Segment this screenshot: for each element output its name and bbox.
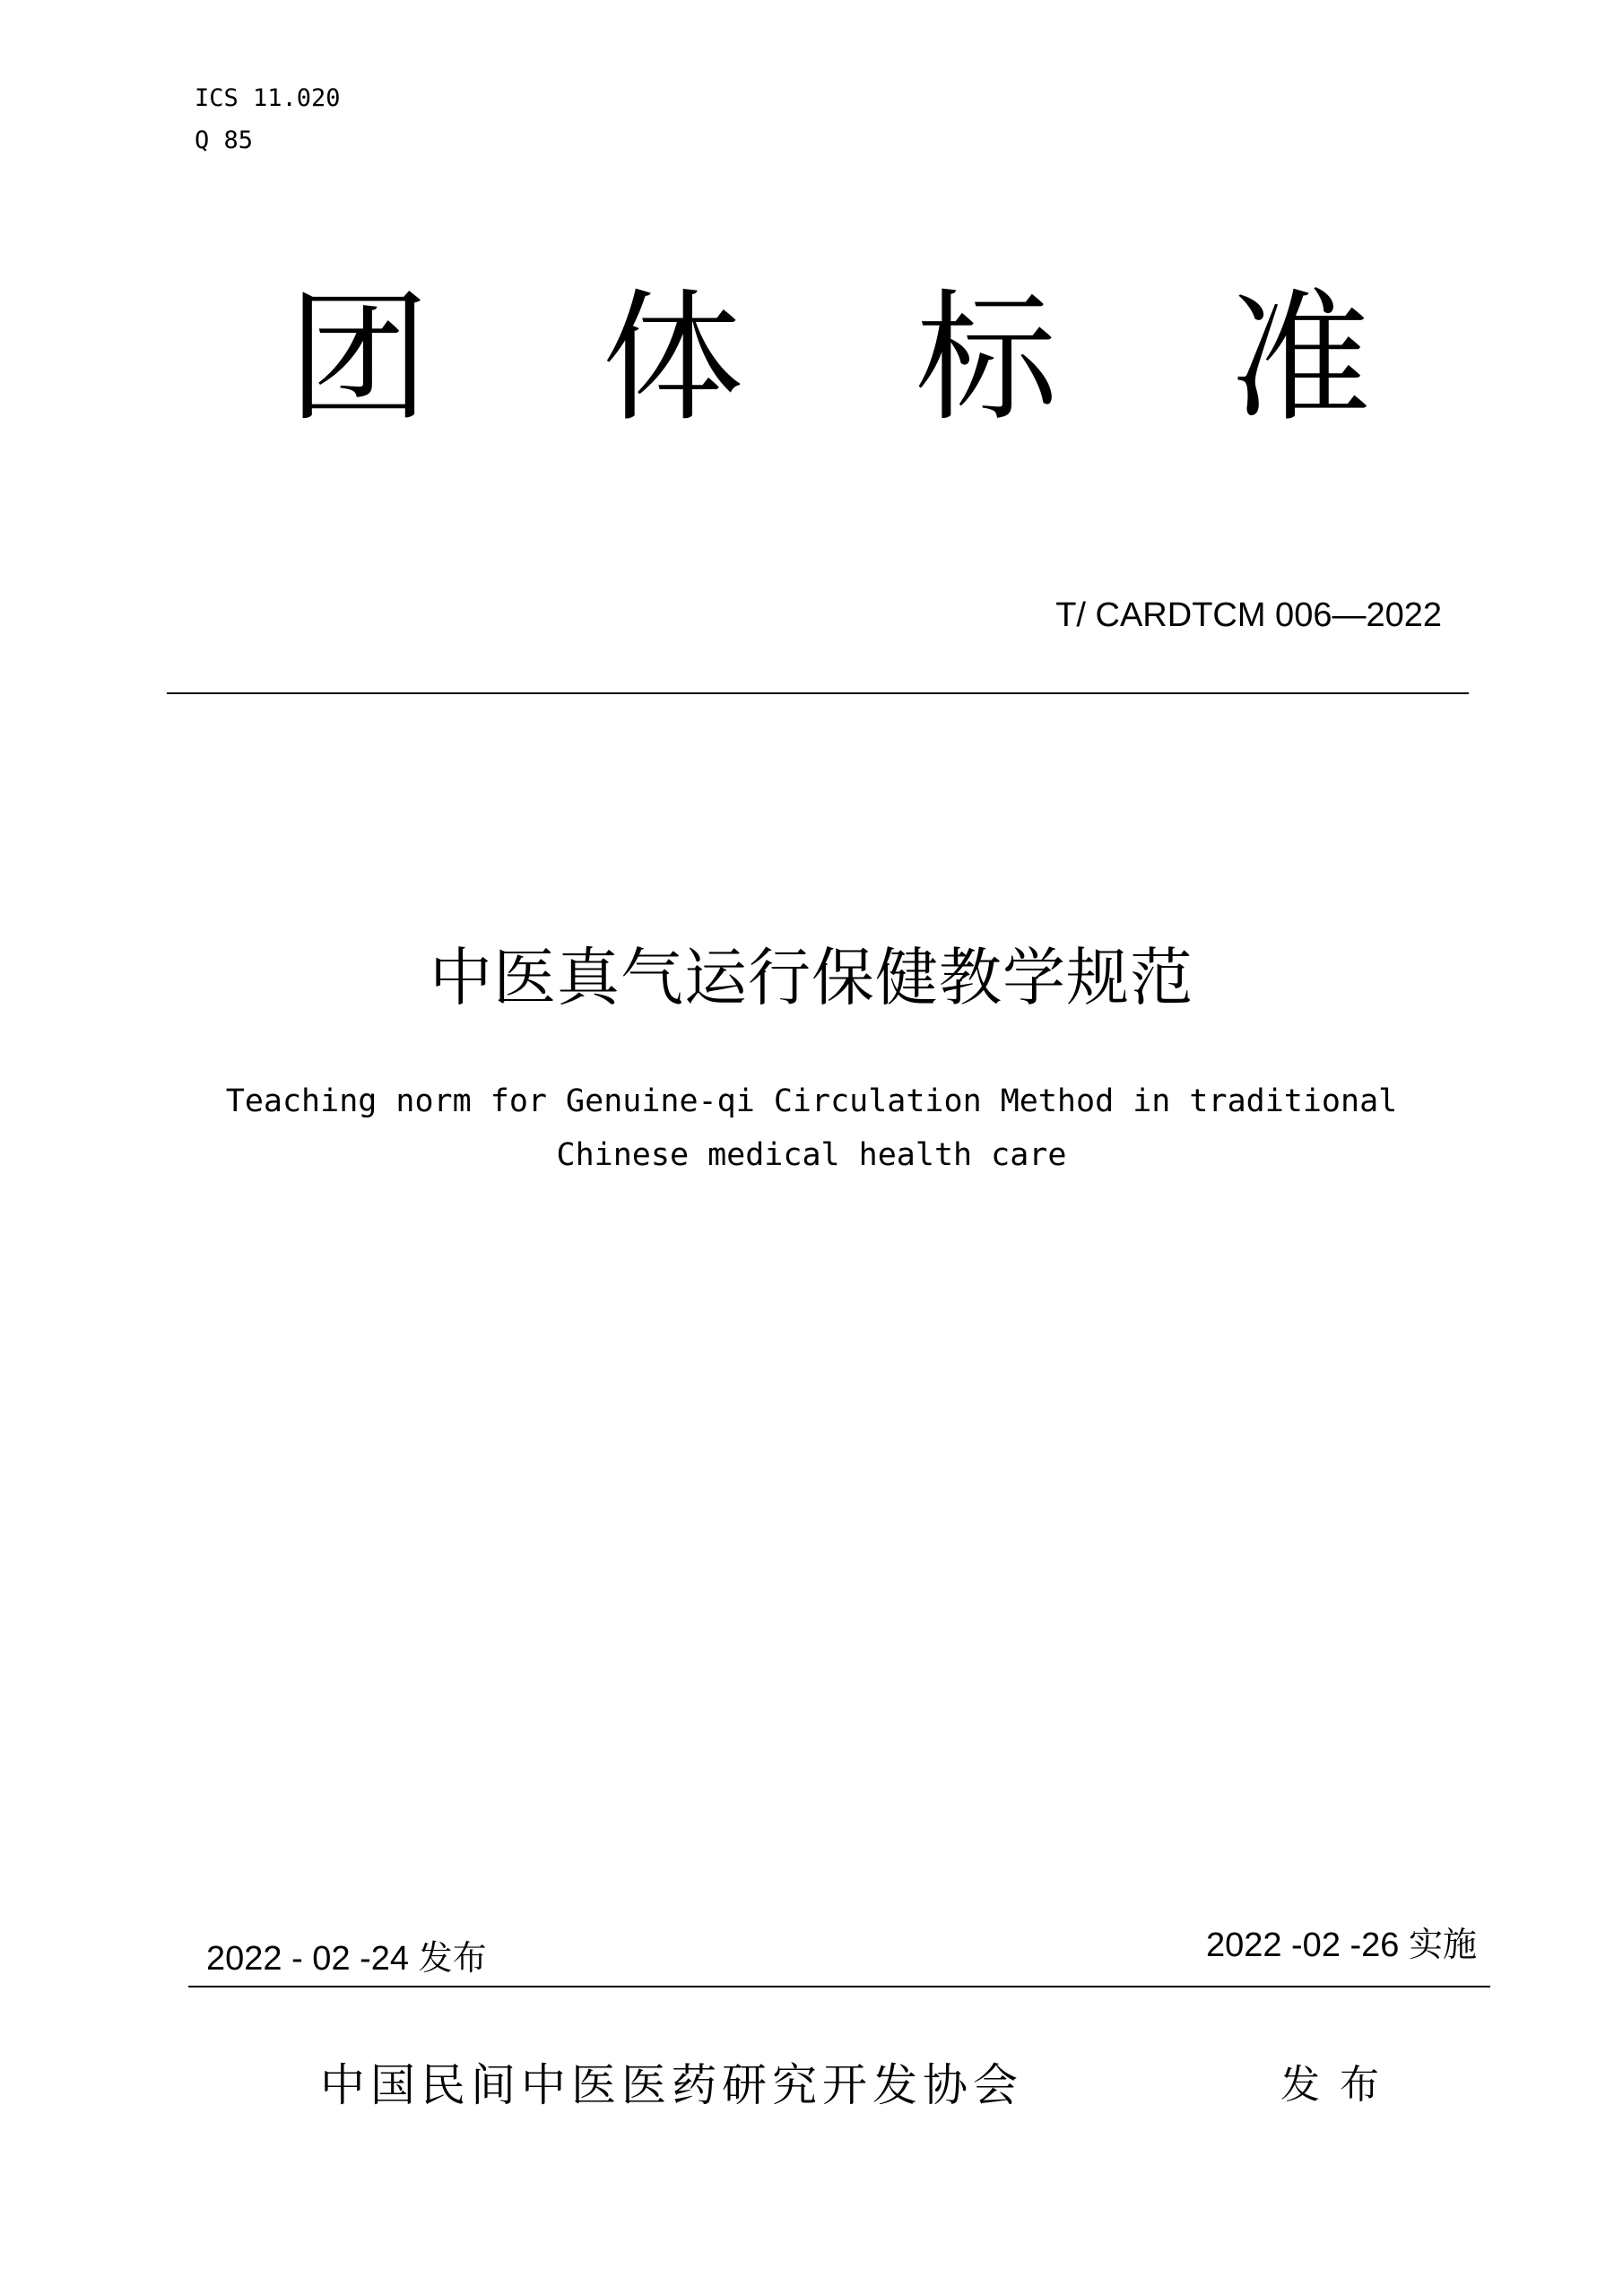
classification-code: Q 85 <box>195 126 254 154</box>
document-type-char: 标 <box>916 276 1057 441</box>
publisher-name: 中国民间中医医药研究开发协会 <box>320 2059 1023 2111</box>
document-type-char: 准 <box>1229 276 1371 441</box>
title-english-line-2: Chinese medical health care <box>556 1137 1067 1173</box>
ics-code: ICS 11.020 <box>195 84 341 112</box>
implementation-date: 2022 -02 -26 实施 <box>1205 1926 1477 1964</box>
issue-date: 2022 - 02 -24 发布 <box>206 1940 487 1978</box>
document-type-char: 体 <box>602 276 743 441</box>
title-english-line-1: Teaching norm for Genuine-qi Circulation Method in traditional <box>225 1083 1398 1119</box>
footer-divider <box>188 1986 1490 1987</box>
document-type-char: 团 <box>288 276 430 441</box>
header-divider <box>167 692 1469 694</box>
standard-number: T/ CARDTCM 006—2022 <box>1055 596 1442 634</box>
document-type-heading <box>269 269 1390 448</box>
publisher-action: 发布 <box>1280 2062 1399 2108</box>
title-chinese: 中医真气运行保健教学规范 <box>430 941 1193 1014</box>
